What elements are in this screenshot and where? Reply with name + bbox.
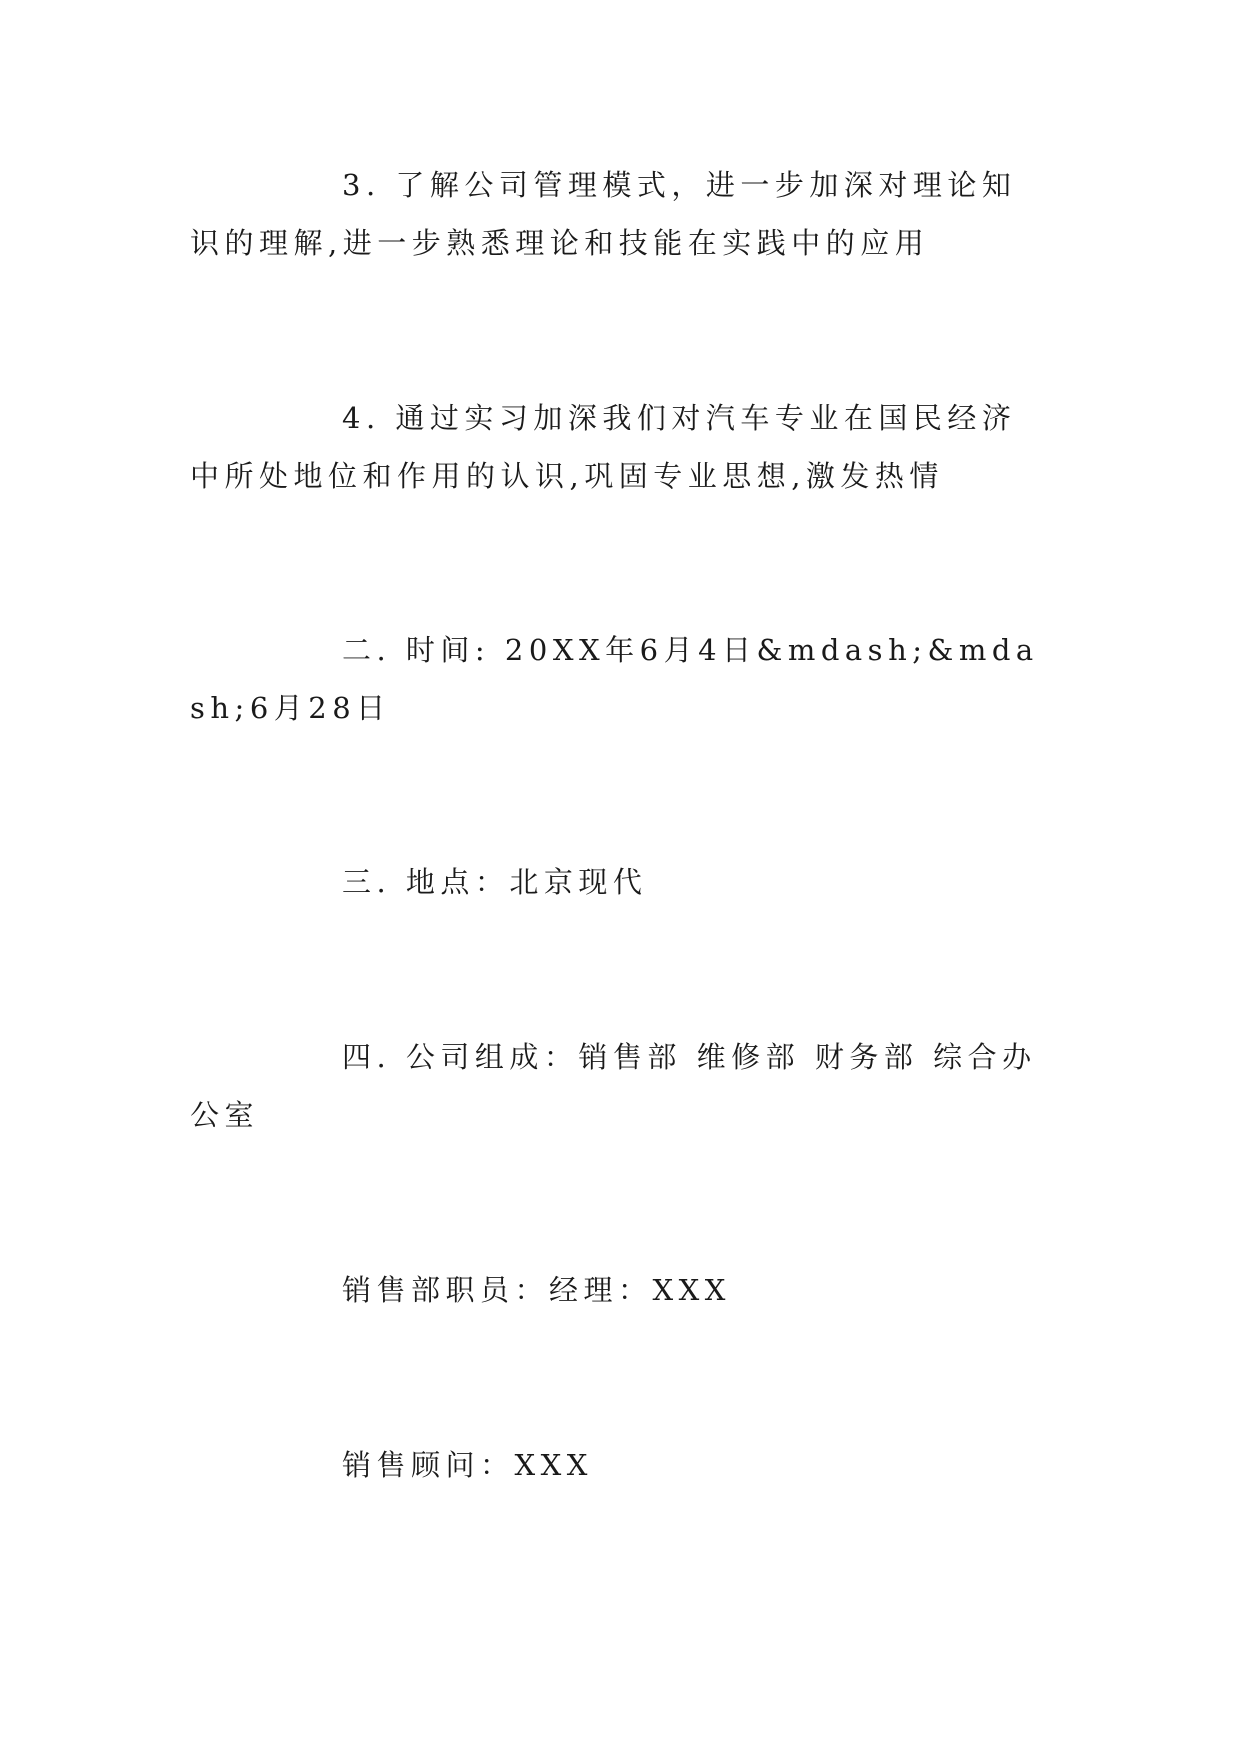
paragraph-sales-consultant: 销售顾问：XXX [342, 1448, 593, 1482]
paragraph-company-structure: 四. 公司组成：销售部 维修部 财务部 综合办公室 [190, 1040, 1037, 1132]
paragraph-location: 三. 地点：北京现代 [342, 865, 648, 899]
paragraph-time: 二. 时间: 20XX年6月4日&mdash;&mdash;6月28日 [190, 633, 1039, 725]
paragraph-sales-staff: 销售部职员：经理：XXX [342, 1273, 731, 1307]
paragraph-objective-4: 4. 通过实习加深我们对汽车专业在国民经济中所处地位和作用的认识,巩固专业思想,激发热情 [190, 401, 1017, 493]
paragraph-objective-3: 3. 了解公司管理模式，进一步加深对理论知识的理解,进一步熟悉理论和技能在实践中的应用 [190, 168, 1017, 260]
